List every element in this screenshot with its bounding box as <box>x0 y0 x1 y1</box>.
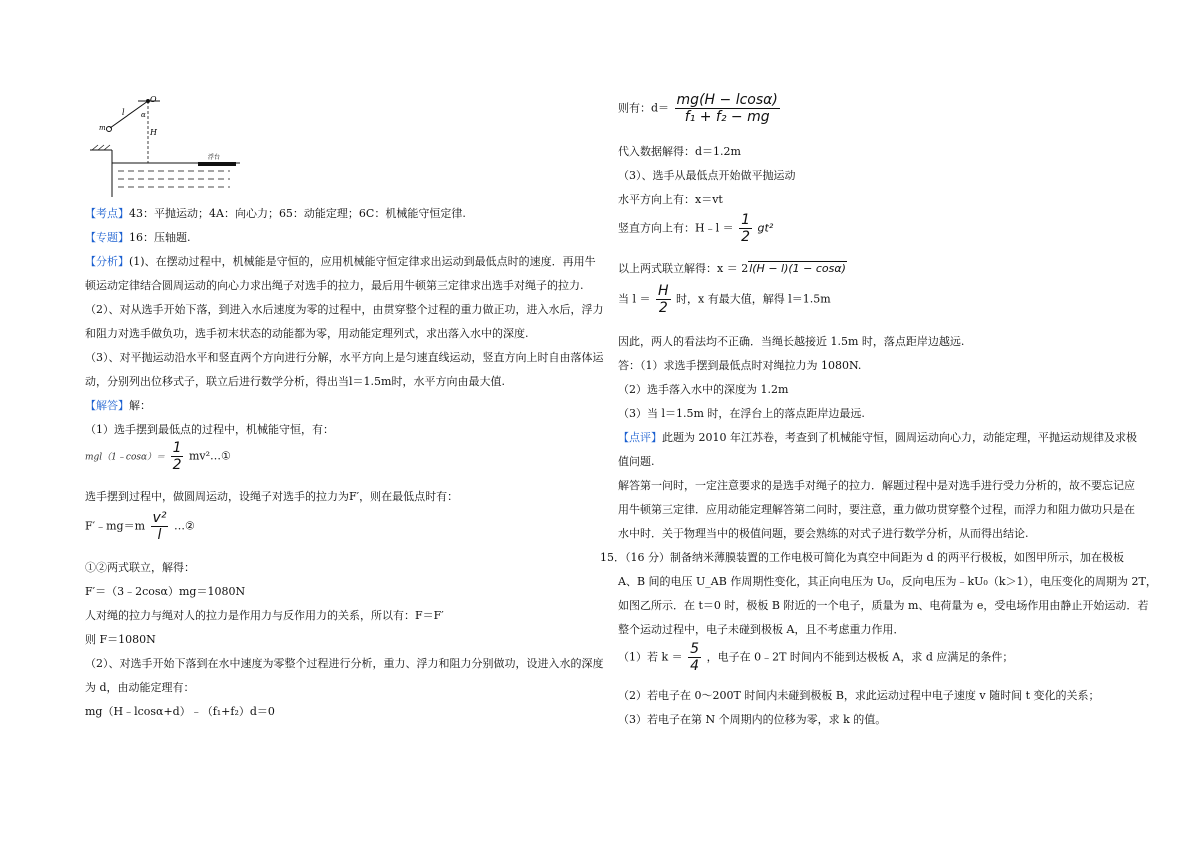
fenxi-line-3: （2）、对从选手开始下落，到进入水后速度为零的过程中，由贯穿整个过程的重力做正功，进入水后，浮力 <box>85 303 604 316</box>
r-line-7 <box>618 283 831 316</box>
step-3: ①②两式联立，解得： <box>85 561 195 574</box>
equation-1 <box>85 440 231 473</box>
r5-pre: 竖直方向上有：H﹣l ＝ <box>618 221 734 235</box>
jieda-tag: 【解答】 <box>85 399 129 412</box>
kaodian-tag: 【考点】 <box>85 207 129 220</box>
step-7: （2）、对选手开始下落到在水中速度为零整个过程进行分析，重力、浮力和阻力分别做功，设进入水的深度 <box>85 657 604 670</box>
r-line-6 <box>618 262 847 276</box>
q15-sub-2: （2）若电子在 0～200T 时间内未碰到极板 B，求此运动过程中电子速度 v 随时间 t 变化的关系； <box>618 689 1100 702</box>
step-8: 为 d，由动能定理有： <box>85 681 195 694</box>
zhuanti-text: 16：压轴题. <box>129 231 191 244</box>
step-5: 人对绳的拉力与绳对人的拉力是作用力与反作用力的关系，所以有：F＝F′ <box>85 609 444 622</box>
equation-2 <box>85 510 195 543</box>
q15-line-3: 如图乙所示．在 t＝0 时，极板 B 附近的一个电子，质量为 m、电荷量为 e，受电场作用由静止开始运动．若 <box>618 599 1149 612</box>
fenxi-text-1: (1)、在摆动过程中，机械能是守恒的，应用机械能守恒定律求出运动到最低点时的速度．再用牛 <box>129 255 596 268</box>
fenxi-line-1 <box>85 255 596 269</box>
fenxi-line-5: （3）、对平抛运动沿水平和竖直两个方向进行分解，水平方向上是匀速直线运动，竖直方向上时自由落体运 <box>85 351 604 364</box>
label-alpha: α <box>141 111 146 119</box>
r-line-8: 因此，两人的看法均不正确．当绳长越接近 1.5m 时，落点距岸边越远. <box>618 335 965 348</box>
r7-fraction: $\frac{H}{2}$ <box>658 283 669 316</box>
zhuanti-tag: 【专题】 <box>85 231 129 244</box>
label-l: l <box>122 108 125 117</box>
fenxi-line-2: 顿运动定律结合圆周运动的向心力求出绳子对选手的拉力，最后用牛顿第三定律求出选手对绳子的拉力. <box>85 279 584 292</box>
q15-sub-3: （3）若电子在第 N 个周期内的位移为零，求 k 的值。 <box>618 713 887 726</box>
q15-sub-1 <box>618 641 1013 674</box>
r-line-9: 答：（1）求选手摆到最低点时对绳拉力为 1080N. <box>618 359 862 372</box>
fenxi-line-4: 和阻力对选手做负功，选手初末状态的动能都为零，用动能定理列式，求出落入水中的深度. <box>85 327 529 340</box>
eq1-left: mgl（1﹣cosα）＝ <box>85 452 166 463</box>
dianping-line-2: 值问题. <box>618 455 655 468</box>
eq2-right: …② <box>173 519 195 533</box>
q1-fraction: $\frac{5}{4}$ <box>690 641 700 674</box>
label-o: O <box>150 95 157 104</box>
dianping-line-4: 用牛顿第三定律．应用动能定理解答第二问时，要注意，重力做功贯穿整个过程，而浮力和阻力做功只是在 <box>618 503 1135 516</box>
eq2-fraction: $\frac{\text{v²}}{l}$ <box>152 510 167 543</box>
fenxi-line-6: 动，分别列出位移式子，联立后进行数学分析，得出当l＝1.5m时，水平方向由最大值. <box>85 375 505 388</box>
kaodian-line <box>85 207 466 221</box>
r7-post: 时，x 有最大值，解得 l＝1.5m <box>676 292 831 306</box>
pendulum-figure <box>90 93 250 198</box>
r-line-4: 水平方向上有：x＝vt <box>618 193 723 206</box>
jieda-line <box>85 399 151 413</box>
dianping-line-1 <box>618 431 1137 445</box>
label-m: m <box>99 124 106 132</box>
r7-pre: 当 l ＝ <box>618 292 651 306</box>
step-2: 选手摆到过程中，做圆周运动，设绳子对选手的拉力为F′，则在最低点时有： <box>85 490 459 503</box>
step-9: mg（H﹣lcosα+d）﹣（f₁+f₂）d＝0 <box>85 705 275 718</box>
r5-post: gt² <box>757 221 774 235</box>
eq1-fraction: $\frac{1}{2}$ <box>172 440 182 473</box>
r-line-11: （3）当 l＝1.5m 时，在浮台上的落点距岸边最远. <box>618 407 865 420</box>
r1-fraction: $\frac{mg(H - lcos\alpha)}{\text{f₁ + f₂ − mg}}$ <box>676 92 778 125</box>
r-line-2: 代入数据解得：d＝1.2m <box>618 145 741 158</box>
r1-pre: 则有：d＝ <box>618 101 670 115</box>
eq2-left: F′﹣mg＝m <box>85 519 146 533</box>
fenxi-tag: 【分析】 <box>85 255 129 268</box>
dianping-tag: 【点评】 <box>618 431 662 444</box>
result-d <box>618 92 782 125</box>
r-line-3: （3）、选手从最低点开始做平抛运动 <box>618 169 796 182</box>
step-1: （1）选手摆到最低点的过程中，机械能守恒，有： <box>85 423 334 436</box>
r6-pre: 以上两式联立解得：x ＝ 2 <box>618 262 749 275</box>
step-6: 则 F＝1080N <box>85 633 156 646</box>
zhuanti-line <box>85 231 191 245</box>
q15-line-1: 15．（16 分）制备纳米薄膜装置的工作电极可简化为真空中间距为 d 的两平行极板，如图甲所示，加在极板 <box>600 551 1125 564</box>
dianping-text-1: 此题为 2010 年江苏卷，考查到了机械能守恒，圆周运动向心力，动能定理，平抛运动规律及求极 <box>662 431 1137 444</box>
label-h: H <box>150 128 157 137</box>
dianping-line-3: 解答第一问时，一定注意要求的是选手对绳子的拉力．解题过程中是对选手进行受力分析的，故不要忘记应 <box>618 479 1135 492</box>
q1-post: ，电子在 0﹣2T 时间内不能到达极板 A，求 d 应满足的条件； <box>706 650 1014 664</box>
step-4: F′＝（3﹣2cosα）mg＝1080N <box>85 585 246 598</box>
q15-line-2: A、B 间的电压 U_AB 作周期性变化，其正向电压为 U₀，反向电压为﹣kU₀（k＞1），电压变化的周期为 2T， <box>618 575 1157 588</box>
q15-line-4: 整个运动过程中，电子未碰到极板 A，且不考虑重力作用． <box>618 623 905 636</box>
jieda-text: 解： <box>129 399 151 412</box>
label-platform: 浮台 <box>208 154 221 161</box>
dianping-line-5: 水中时．关于物理当中的极值问题，要会熟练的对式子进行数学分析，从而得出结论. <box>618 527 1029 540</box>
r5-fraction: $\frac{1}{2}$ <box>741 212 751 245</box>
r-line-10: （2）选手落入水中的深度为 1.2m <box>618 383 789 396</box>
eq1-right: mv²…① <box>188 449 231 463</box>
r6-radical: l(H − l)(1 − cosα) <box>749 262 846 275</box>
q1-pre: （1）若 k ＝ <box>618 650 683 664</box>
r-line-5 <box>618 212 773 245</box>
kaodian-text: 43：平抛运动；4A：向心力；65：动能定理；6C：机械能守恒定律. <box>129 207 466 220</box>
